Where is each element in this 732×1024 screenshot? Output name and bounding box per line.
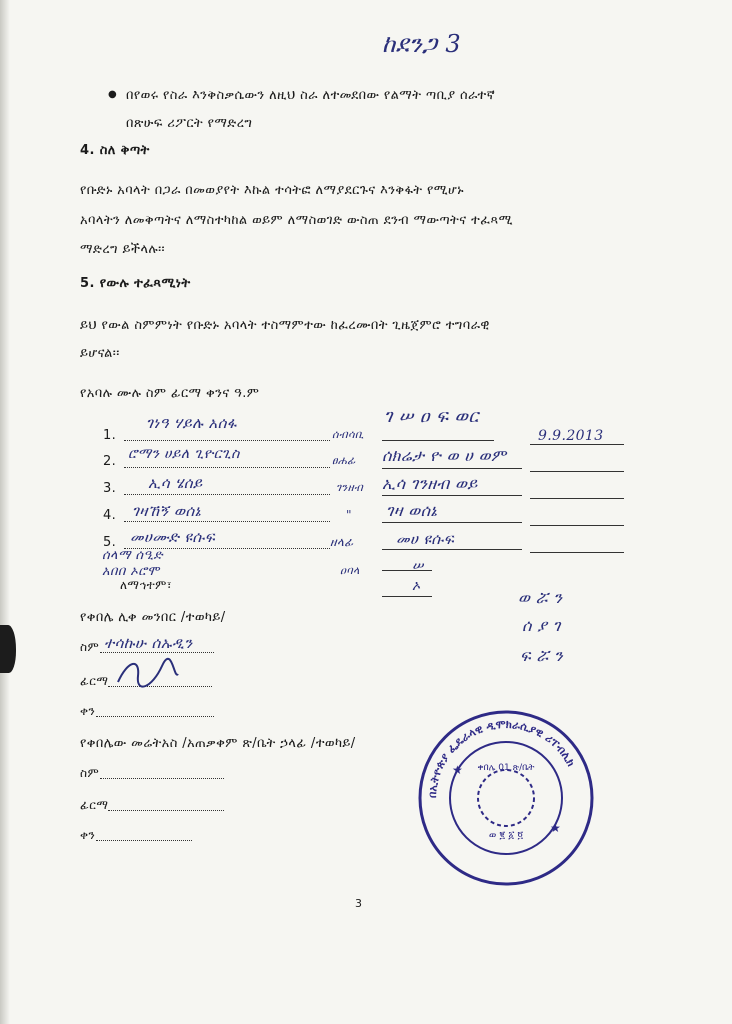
member-signature: ገዛ ወሰኔ [386, 501, 438, 520]
bullet-dot: ● [108, 89, 118, 100]
date-line [530, 471, 624, 472]
office-sign-label: ፊርማ [80, 798, 109, 812]
stamp-bottom-text: ወ ፪ ፩ ፬ [488, 830, 524, 841]
section4-line: ማድረግ ይችላሉ፡፡ [80, 242, 166, 257]
star-icon: ★ [550, 821, 561, 835]
member-number: 4. [103, 508, 117, 523]
extra-member-name: አበበ ኦሮሞ [102, 564, 160, 579]
member-name: ኢሳ ሄሰይ [148, 474, 203, 492]
section5-line: ይሆናል፡፡ [80, 346, 120, 361]
office-name-label: ስም [80, 766, 100, 780]
section4-line: አባላትን ለመቅጣትና ለማስተካከል ወይም ለማስወገድ ውስጠ ደንብ ማውጣትና ተፈጻሚ [80, 213, 513, 228]
name-line [124, 494, 330, 495]
signature-line [382, 495, 522, 496]
member-role: ዘላፊ [330, 535, 354, 549]
name-line [124, 467, 330, 468]
receiver-date-label: ቀን [80, 704, 96, 718]
side-note-line: ሰ ያ ገ [522, 616, 561, 635]
office-name-line [100, 778, 224, 779]
receiver-name-label: ስም [80, 640, 100, 654]
member-role: ሰብሳቢ [332, 428, 364, 441]
page-edge-shadow [0, 0, 10, 1024]
bullet-text-line1: በየወሩ የስራ እንቅስቃሴውን ለዚህ ስራ ለተመደበው የልማት ጣቢያ ሰራተኛ [126, 88, 496, 103]
extra-member-signature: ሠ [412, 558, 424, 574]
member-number: 5. [103, 535, 117, 550]
stamp-outer-text: በኢትዮጵያ ፌዴራላዊ ዲሞክራሲያዊ ሪፐብሊክ [425, 717, 578, 799]
date-line [530, 498, 624, 499]
date-line [530, 525, 624, 526]
office-heading: የቀበሌው መሬትአስ /አጠቃቀም ጽ/ቤት ኃላፊ /ተወካይ/ [80, 736, 356, 751]
section5-heading: 5. የውሉ ተፈጻሚነት [80, 276, 191, 291]
extra-signature-line [382, 596, 432, 597]
section4-line: የቡድኑ አባላት በጋራ በመወያየት እኩል ተሳትፎ ለማያደርጉና እንቅፋት የሚሆኑ [80, 183, 464, 198]
svg-text:በኢትዮጵያ ፌዴራላዊ ዲሞክራሲያዊ ሪፐብሊክ [426, 718, 578, 798]
section4-heading: 4. ስለ ቅጣት [80, 143, 150, 158]
extra-member-signature: ኦ [412, 578, 421, 594]
signature-line [382, 440, 494, 441]
member-number: 2. [103, 454, 117, 469]
extra-member-role: ዐባላ [340, 564, 360, 577]
office-sign-line [108, 810, 224, 811]
stamp-inner-text: ቀበሌ 01 ጽ/ቤት [477, 763, 535, 773]
receiver-signature-scribble [112, 654, 182, 692]
seal-label: ለማኅተም፣ [120, 578, 173, 592]
signature-line [382, 468, 522, 469]
member-signature: መሀ ዩሱፍ [396, 530, 455, 548]
member-number: 1. [103, 428, 117, 443]
receiver-name-value: ተሳኩሁ ሰኡዲን [104, 634, 193, 652]
name-line [124, 440, 330, 441]
signature-line [382, 522, 522, 523]
member-signature: ኢሳ ገንዘብ ወይ [382, 474, 478, 493]
page-number: 3 [355, 897, 363, 910]
header-handwritten-note: ከደንጋ 3 [382, 30, 462, 58]
receiver-date-line [96, 716, 214, 717]
ink-blot [0, 625, 16, 673]
member-name: ሮማን ሀይለ ጊዮርጊስ [128, 446, 240, 462]
receiver-name-line [100, 652, 214, 653]
side-note-line: ወ ሯ ን [518, 588, 563, 607]
name-line [124, 521, 330, 522]
extra-signature-line [382, 570, 432, 571]
date-line [530, 444, 624, 445]
member-signature: ሰክሬታ ዮ ወ ሀ ወም [382, 446, 507, 465]
side-note-line: ፍ ሯ ን [520, 646, 564, 665]
member-role: ገንዘብ [336, 481, 364, 494]
member-name: ገዛኸኝ ወሰኔ [132, 502, 201, 520]
receiver-sign-label: ፊርማ [80, 674, 109, 688]
star-icon: ★ [452, 763, 463, 777]
member-date: 9.9.2013 [538, 428, 604, 444]
date-line [530, 552, 624, 553]
member-name: መሀሙድ ዩሱፍ [130, 528, 216, 546]
members-heading: የአባሉ ሙሉ ስም ፊርማ ቀንና ዓ.ም [80, 386, 260, 401]
member-role: ፀሐፊ [332, 454, 356, 467]
member-name: ገነዓ ሃይሉ አሰፋ [146, 414, 237, 432]
official-stamp [418, 710, 594, 886]
member-role: " [346, 508, 352, 522]
signature-line [382, 549, 522, 550]
member-signature: ገ ሠ ዐ ፍ ወር [384, 406, 479, 427]
extra-member-name: ሰላማ ሰዒድ [102, 548, 163, 563]
office-date-line [96, 840, 192, 841]
office-date-label: ቀን [80, 828, 96, 842]
section5-line: ይህ የውል ስምምነት የቡድኑ አባላት ተስማምተው ከፈረሙበት ጊዜጀምሮ ተግባራዊ [80, 318, 490, 333]
bullet-text-line2: በጽሁፍ ሪፖርት የማድረግ [126, 116, 253, 131]
receiver-heading: የቀበሌ ሊቀ መንበር /ተወካይ/ [80, 610, 226, 625]
member-number: 3. [103, 481, 117, 496]
